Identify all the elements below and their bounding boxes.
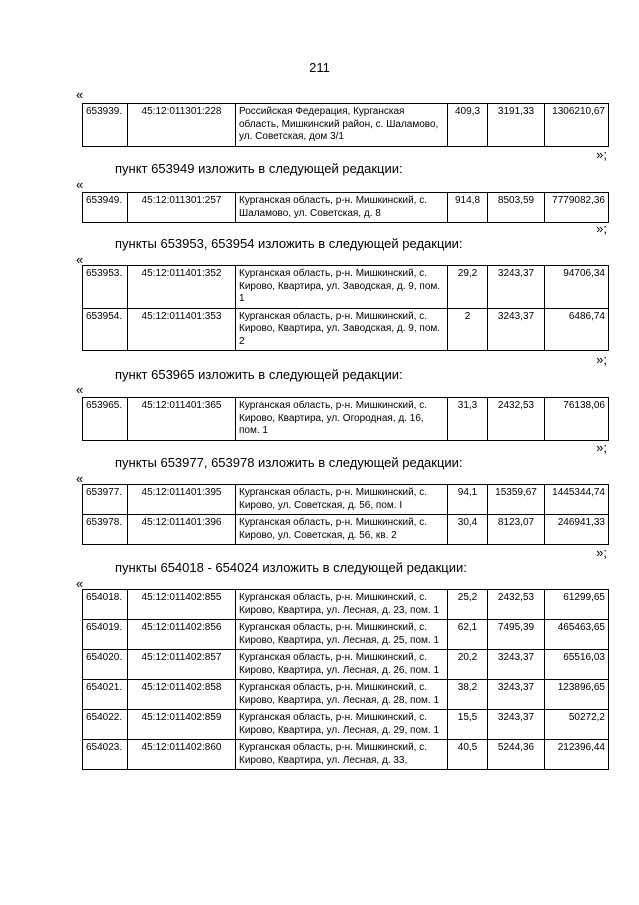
open-quote: « <box>76 382 84 397</box>
property-table <box>82 265 609 351</box>
cell-area: 40,5 <box>448 740 488 770</box>
cell-value: 1306210,67 <box>545 104 609 147</box>
cell-address: Курганская область, р-н. Мишкинский, с. Кирово, Квартира, ул. Лесная, д. 29, пом. 1 <box>236 710 448 740</box>
cell-value: 7779082,36 <box>545 193 609 223</box>
cell-area: 409,3 <box>448 104 488 147</box>
cell-address: Курганская область, р-н. Мишкинский, с. Кирово, Квартира, ул. Заводская, д. 9, пом. 1 <box>236 266 448 309</box>
cell-cadastral-number: 45:12:011402:860 <box>128 740 236 770</box>
cell-price: 3243,37 <box>488 680 545 710</box>
cell-row-id: 653965. <box>83 398 128 441</box>
cell-cadastral-number: 45:12:011401:353 <box>128 308 236 351</box>
table-row <box>83 308 609 351</box>
cell-area: 2 <box>448 308 488 351</box>
cell-cadastral-number: 45:12:011402:856 <box>128 620 236 650</box>
table-row <box>83 266 609 309</box>
cell-cadastral-number: 45:12:011401:395 <box>128 485 236 515</box>
cell-cadastral-number: 45:12:011402:855 <box>128 590 236 620</box>
cell-area: 62,1 <box>448 620 488 650</box>
close-quote: »; <box>596 545 607 560</box>
cell-price: 3243,37 <box>488 308 545 351</box>
cell-area: 15,5 <box>448 710 488 740</box>
cell-row-id: 654022. <box>83 710 128 740</box>
close-quote: »; <box>596 221 607 236</box>
table-row <box>83 650 609 680</box>
section-heading: пункт 653965 изложить в следующей редакции: <box>115 367 403 382</box>
cell-value: 65516,03 <box>545 650 609 680</box>
cell-cadastral-number: 45:12:011402:859 <box>128 710 236 740</box>
cell-area: 38,2 <box>448 680 488 710</box>
cell-area: 30,4 <box>448 515 488 545</box>
cell-value: 94706,34 <box>545 266 609 309</box>
cell-row-id: 653939. <box>83 104 128 147</box>
open-quote: « <box>76 252 84 267</box>
cell-address: Российская Федерация, Курганская область, Мишкинский район, с. Шаламово, ул. Советская, дом 3/1 <box>236 104 448 147</box>
cell-price: 2432,53 <box>488 590 545 620</box>
cell-row-id: 653978. <box>83 515 128 545</box>
cell-value: 76138,06 <box>545 398 609 441</box>
cell-address: Курганская область, р-н. Мишкинский, с. Кирово, Квартира, ул. Огородная, д. 16, пом. 1 <box>236 398 448 441</box>
property-table <box>82 192 609 223</box>
cell-price: 3243,37 <box>488 710 545 740</box>
open-quote: « <box>76 87 84 102</box>
open-quote: « <box>76 177 84 192</box>
cell-row-id: 654018. <box>83 590 128 620</box>
cell-row-id: 654023. <box>83 740 128 770</box>
cell-cadastral-number: 45:12:011401:352 <box>128 266 236 309</box>
cell-price: 3191,33 <box>488 104 545 147</box>
table-row <box>83 193 609 223</box>
cell-address: Курганская область, р-н. Мишкинский, с. Кирово, Квартира, ул. Лесная, д. 28, пом. 1 <box>236 680 448 710</box>
open-quote: « <box>76 471 84 486</box>
open-quote: « <box>76 576 84 591</box>
cell-price: 8503,59 <box>488 193 545 223</box>
cell-row-id: 653977. <box>83 485 128 515</box>
cell-address: Курганская область, р-н. Мишкинский, с. Кирово, Квартира, ул. Заводская, д. 9, пом. 2 <box>236 308 448 351</box>
cell-value: 1445344,74 <box>545 485 609 515</box>
cell-value: 50272,2 <box>545 710 609 740</box>
cell-row-id: 653954. <box>83 308 128 351</box>
table-row <box>83 680 609 710</box>
cell-value: 123896,65 <box>545 680 609 710</box>
cell-value: 6486,74 <box>545 308 609 351</box>
cell-address: Курганская область, р-н. Мишкинский, с. Кирово, ул. Советская, д. 56, кв. 2 <box>236 515 448 545</box>
cell-cadastral-number: 45:12:011401:396 <box>128 515 236 545</box>
cell-value: 246941,33 <box>545 515 609 545</box>
section-heading: пункты 653977, 653978 изложить в следующей редакции: <box>115 455 463 470</box>
close-quote: »; <box>596 440 607 455</box>
cell-address: Курганская область, р-н. Мишкинский, с. Кирово, Квартира, ул. Лесная, д. 25, пом. 1 <box>236 620 448 650</box>
property-table <box>82 484 609 545</box>
table-row <box>83 740 609 770</box>
property-table <box>82 103 609 147</box>
cell-area: 94,1 <box>448 485 488 515</box>
table-row <box>83 398 609 441</box>
cell-price: 8123,07 <box>488 515 545 545</box>
cell-address: Курганская область, р-н. Мишкинский, с. Кирово, Квартира, ул. Лесная, д. 33, <box>236 740 448 770</box>
cell-address: Курганская область, р-н. Мишкинский, с. Шаламово, ул. Советская, д. 8 <box>236 193 448 223</box>
cell-area: 25,2 <box>448 590 488 620</box>
cell-value: 465463,65 <box>545 620 609 650</box>
property-table <box>82 589 609 770</box>
cell-area: 29,2 <box>448 266 488 309</box>
cell-area: 914,8 <box>448 193 488 223</box>
cell-area: 20,2 <box>448 650 488 680</box>
cell-address: Курганская область, р-н. Мишкинский, с. Кирово, Квартира, ул. Лесная, д. 26, пом. 1 <box>236 650 448 680</box>
cell-address: Курганская область, р-н. Мишкинский, с. Кирово, Квартира, ул. Лесная, д. 23, пом. 1 <box>236 590 448 620</box>
cell-price: 3243,37 <box>488 266 545 309</box>
cell-address: Курганская область, р-н. Мишкинский, с. Кирово, ул. Советская, д. 56, пом. I <box>236 485 448 515</box>
cell-row-id: 654021. <box>83 680 128 710</box>
cell-value: 61299,65 <box>545 590 609 620</box>
table-row <box>83 485 609 515</box>
cell-row-id: 653949. <box>83 193 128 223</box>
cell-price: 7495,39 <box>488 620 545 650</box>
cell-cadastral-number: 45:12:011402:857 <box>128 650 236 680</box>
table-row <box>83 104 609 147</box>
cell-price: 15359,67 <box>488 485 545 515</box>
close-quote: »; <box>596 352 607 367</box>
table-row <box>83 590 609 620</box>
cell-area: 31,3 <box>448 398 488 441</box>
cell-row-id: 654019. <box>83 620 128 650</box>
table-row <box>83 710 609 740</box>
cell-cadastral-number: 45:12:011301:228 <box>128 104 236 147</box>
property-table <box>82 397 609 441</box>
cell-cadastral-number: 45:12:011401:365 <box>128 398 236 441</box>
cell-cadastral-number: 45:12:011301:257 <box>128 193 236 223</box>
cell-cadastral-number: 45:12:011402:858 <box>128 680 236 710</box>
cell-row-id: 653953. <box>83 266 128 309</box>
table-row <box>83 620 609 650</box>
close-quote: »; <box>596 147 607 162</box>
cell-price: 3243,37 <box>488 650 545 680</box>
section-heading: пункт 653949 изложить в следующей редакции: <box>115 161 403 176</box>
table-row <box>83 515 609 545</box>
cell-value: 212396,44 <box>545 740 609 770</box>
cell-price: 5244,36 <box>488 740 545 770</box>
section-heading: пункты 653953, 653954 изложить в следующей редакции: <box>115 236 463 251</box>
cell-row-id: 654020. <box>83 650 128 680</box>
page-number: 211 <box>309 60 330 75</box>
cell-price: 2432,53 <box>488 398 545 441</box>
section-heading: пункты 654018 - 654024 изложить в следующей редакции: <box>115 560 467 575</box>
